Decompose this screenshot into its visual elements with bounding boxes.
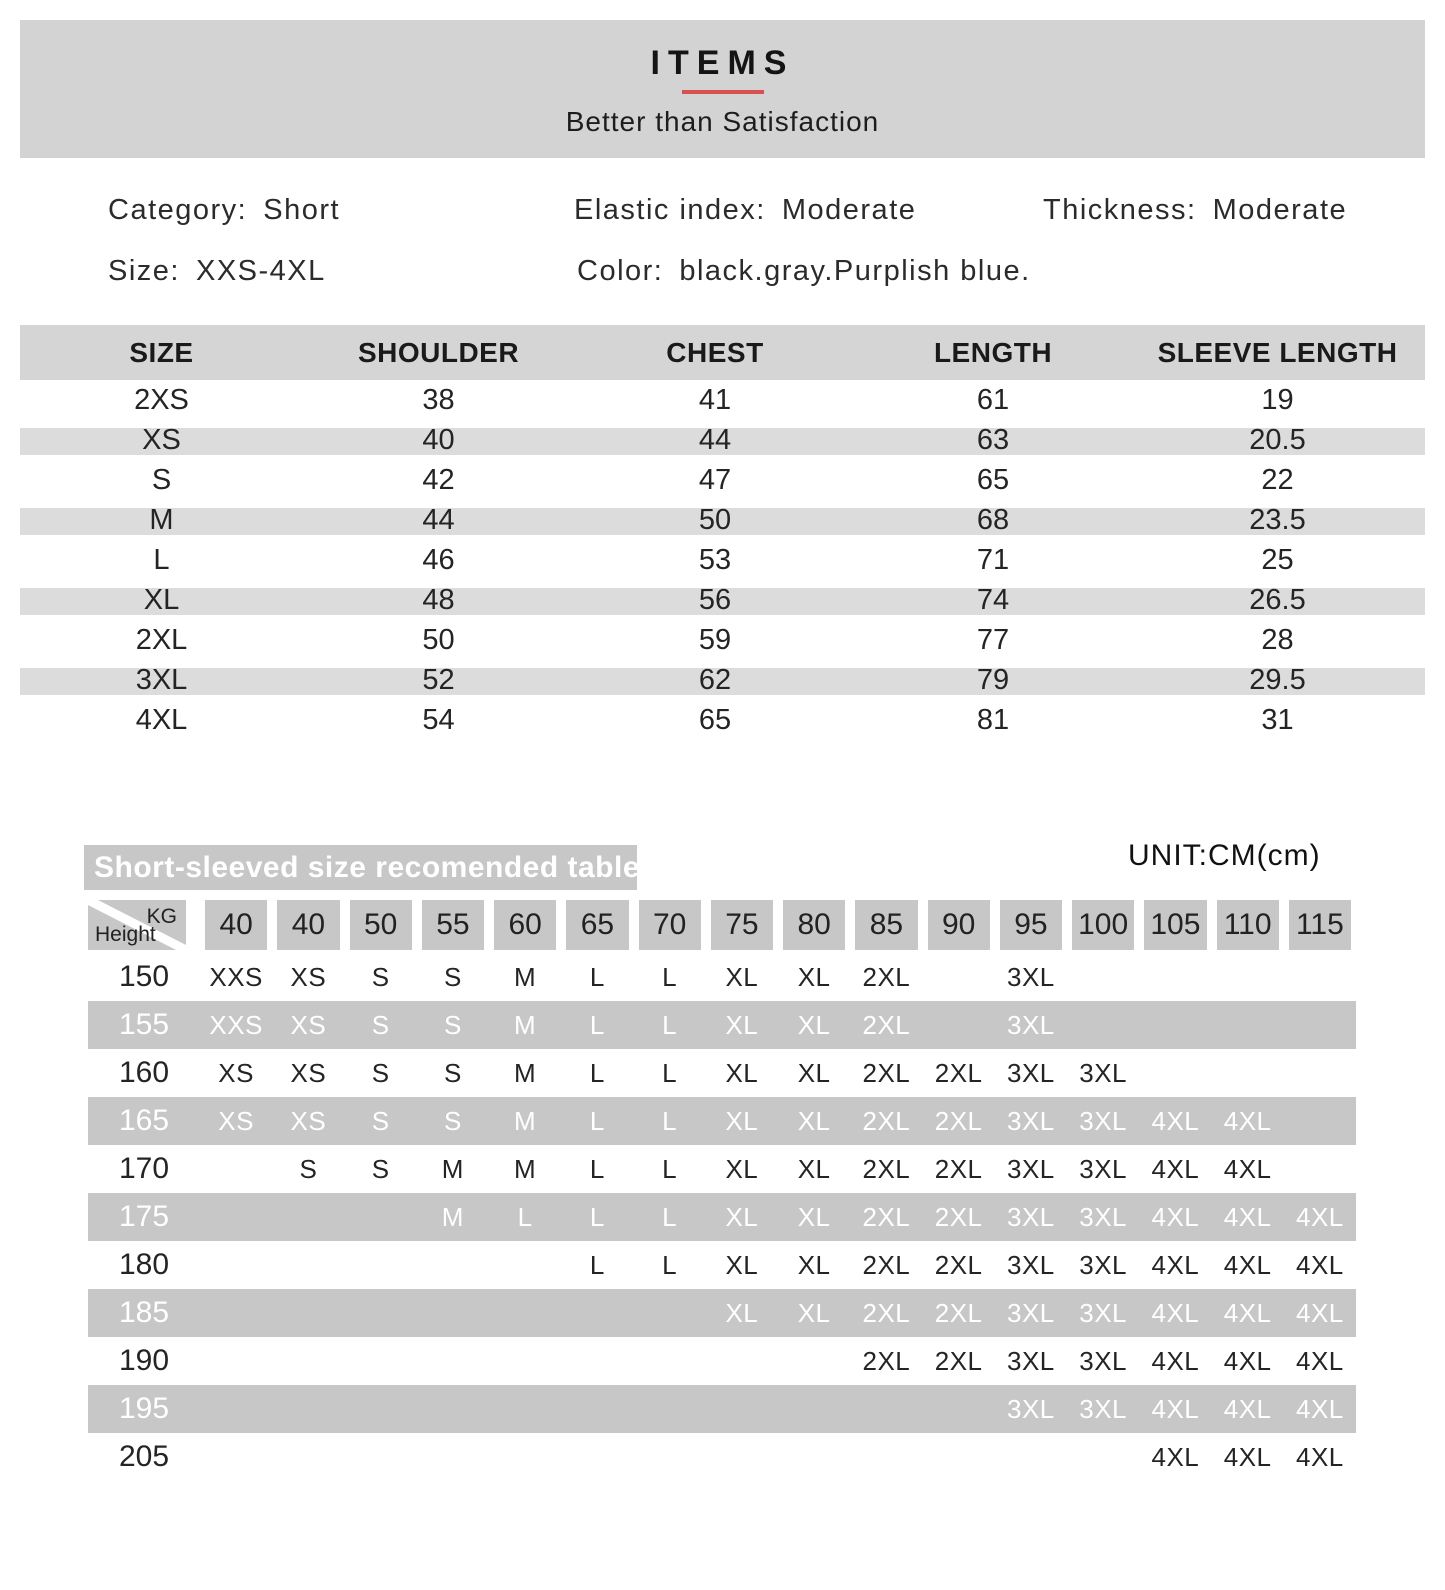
size-table-cell: 50	[422, 623, 455, 656]
recommend-size-cell: XS	[218, 1057, 254, 1088]
recommend-size-cell: 4XL	[1151, 1249, 1200, 1280]
brand-title: ITEMS	[650, 44, 795, 82]
size-table-cell: 63	[976, 423, 1010, 456]
size-table-cell: 29.5	[1249, 663, 1306, 696]
recommend-size-cell: 4XL	[1151, 1393, 1200, 1424]
recommend-size-cell: 2XL	[862, 1153, 911, 1184]
recommend-size-cell: 2XL	[862, 1297, 911, 1328]
recommend-size-cell: XL	[725, 961, 759, 992]
size-table-cell: 52	[422, 663, 455, 696]
weight-header-cell: 40	[277, 900, 339, 950]
recommend-size-cell: M	[514, 1057, 537, 1088]
size-table-cell: 2XS	[134, 383, 189, 416]
weight-header-cell: 110	[1217, 900, 1279, 950]
recommend-size-cell: 3XL	[1079, 1393, 1127, 1424]
info-thickness	[1043, 194, 1347, 227]
info-elastic-index	[574, 194, 916, 227]
height-row-label: 175	[118, 1200, 170, 1233]
recommend-size-cell: XS	[290, 1009, 327, 1040]
size-table-cell: 26.5	[1249, 583, 1306, 616]
size-table-cell: 53	[698, 543, 732, 576]
recommend-size-cell: XS	[290, 961, 327, 992]
info-elastic-value: Moderate	[781, 194, 917, 226]
recommend-size-cell: 3XL	[1006, 961, 1055, 992]
size-table-cell: 4XL	[135, 703, 188, 736]
recommend-table-row	[88, 1433, 1356, 1481]
size-table-cell: 65	[976, 463, 1010, 496]
recommend-size-cell: 2XL	[862, 1201, 911, 1232]
recommend-table-row	[88, 1337, 1356, 1385]
size-table-row	[20, 620, 1425, 660]
weight-header-cell: 65	[566, 900, 628, 950]
recommend-size-cell: XL	[797, 1057, 831, 1088]
recommend-size-cell: 4XL	[1223, 1393, 1272, 1424]
size-table-header-cell: LENGTH	[933, 336, 1053, 368]
size-table-cell: 2XL	[135, 623, 188, 656]
size-table-row	[20, 380, 1425, 420]
recommend-table-row	[88, 1193, 1356, 1241]
weight-header-cell: 70	[639, 900, 701, 950]
recommend-size-cell: 4XL	[1223, 1249, 1272, 1280]
size-table-row	[20, 700, 1425, 740]
recommend-size-cell: 3XL	[1006, 1249, 1055, 1280]
recommend-size-cell: 2XL	[934, 1345, 983, 1376]
size-table-cell: 54	[422, 703, 455, 736]
recommend-size-cell: 2XL	[862, 1009, 911, 1040]
recommend-size-cell: 4XL	[1151, 1201, 1200, 1232]
recommend-size-cell: 2XL	[862, 1105, 911, 1136]
recommend-size-cell: XS	[290, 1057, 327, 1088]
weight-header-cell: 95	[1000, 900, 1062, 950]
recommend-size-cell: 2XL	[934, 1105, 983, 1136]
height-row-label: 180	[118, 1248, 170, 1281]
recommend-size-cell: S	[443, 1009, 462, 1040]
recommend-size-cell: XL	[797, 1153, 831, 1184]
size-table-cell: 19	[1261, 383, 1294, 416]
recommend-size-cell: S	[443, 1057, 462, 1088]
info-thickness-value: Moderate	[1212, 194, 1348, 226]
recommend-size-cell: XS	[218, 1105, 254, 1136]
size-table-cell: 56	[698, 583, 732, 616]
recommend-size-cell: 4XL	[1295, 1393, 1344, 1424]
recommend-size-cell: L	[589, 1057, 605, 1088]
recommend-size-cell: 4XL	[1223, 1105, 1272, 1136]
size-table-header-cell: CHEST	[666, 336, 764, 368]
size-table-cell: 50	[698, 503, 732, 536]
recommend-size-cell: 4XL	[1223, 1201, 1272, 1232]
recommend-table-body	[88, 953, 1356, 1481]
recommend-size-cell: M	[441, 1153, 464, 1184]
weight-header-cell: 105	[1144, 900, 1206, 950]
recommend-size-cell: S	[443, 961, 462, 992]
recommend-table-row	[88, 953, 1356, 1001]
recommend-size-cell: XL	[725, 1057, 759, 1088]
size-table-cell: 77	[976, 623, 1010, 656]
recommend-size-cell: 3XL	[1006, 1153, 1055, 1184]
recommend-size-cell: 3XL	[1079, 1153, 1127, 1184]
size-table-cell: M	[149, 503, 174, 536]
size-spec-table	[20, 325, 1425, 740]
info-size-label: Size:	[108, 255, 180, 287]
recommend-size-cell: 2XL	[862, 961, 911, 992]
recommend-size-cell: 3XL	[1079, 1249, 1127, 1280]
info-elastic-label: Elastic index:	[574, 194, 766, 226]
size-table-header-row	[20, 325, 1425, 380]
size-table-cell: 20.5	[1249, 423, 1306, 456]
weight-header-cell: 115	[1289, 900, 1351, 950]
height-row-label: 165	[118, 1104, 170, 1137]
recommend-size-cell: 3XL	[1079, 1105, 1127, 1136]
recommend-size-cell: S	[371, 1057, 390, 1088]
recommend-size-cell: 3XL	[1006, 1345, 1055, 1376]
recommend-size-cell: 3XL	[1006, 1393, 1055, 1424]
recommend-size-cell: XXS	[209, 961, 263, 992]
recommend-size-cell: XL	[797, 1201, 831, 1232]
recommend-size-cell: 4XL	[1223, 1345, 1272, 1376]
recommend-size-cell: S	[371, 1153, 390, 1184]
recommend-size-cell: M	[514, 1009, 537, 1040]
recommend-size-cell: XL	[725, 1105, 759, 1136]
recommend-size-cell: 4XL	[1223, 1441, 1272, 1472]
size-table-cell: 3XL	[135, 663, 188, 696]
recommend-size-cell: 3XL	[1079, 1057, 1127, 1088]
size-table-cell: 68	[976, 503, 1010, 536]
recommend-size-cell: S	[299, 1153, 318, 1184]
recommend-size-cell: L	[662, 961, 678, 992]
recommend-size-cell: M	[514, 961, 537, 992]
brand-subtitle: Better than Satisfaction	[565, 106, 880, 137]
recommend-size-cell: 2XL	[862, 1057, 911, 1088]
size-table-cell: 74	[976, 583, 1010, 616]
info-thickness-label: Thickness:	[1043, 194, 1197, 226]
recommend-size-cell: L	[589, 1153, 605, 1184]
recommend-size-cell: XL	[797, 961, 831, 992]
size-table-header-cell: SLEEVE LENGTH	[1157, 336, 1398, 368]
info-category	[108, 194, 340, 227]
recommend-size-cell: 3XL	[1079, 1201, 1127, 1232]
recommend-size-cell: XL	[725, 1297, 759, 1328]
size-table-cell: 38	[422, 383, 455, 416]
size-table-row	[20, 420, 1425, 460]
recommend-size-cell: L	[662, 1105, 678, 1136]
recommend-size-cell: L	[662, 1249, 678, 1280]
recommend-size-cell: XL	[797, 1297, 831, 1328]
height-row-label: 190	[118, 1344, 170, 1377]
recommend-table-row	[88, 1049, 1356, 1097]
size-table-cell: 47	[698, 463, 732, 496]
size-table-cell: 28	[1261, 623, 1294, 656]
recommend-size-cell: XL	[797, 1009, 831, 1040]
recommend-size-cell: S	[371, 1105, 390, 1136]
size-table-cell: L	[153, 543, 170, 576]
height-row-label: 185	[118, 1296, 170, 1329]
recommend-size-cell: 2XL	[862, 1345, 911, 1376]
recommend-size-cell: L	[662, 1009, 678, 1040]
recommend-size-cell: 4XL	[1295, 1297, 1344, 1328]
recommend-table-row	[88, 1241, 1356, 1289]
recommend-size-cell: S	[443, 1105, 462, 1136]
brand-banner	[20, 20, 1425, 158]
size-table-cell: 65	[698, 703, 732, 736]
recommend-size-cell: L	[662, 1201, 678, 1232]
size-table-row	[20, 580, 1425, 620]
info-color-label: Color:	[577, 255, 664, 287]
recommend-table-row	[88, 1289, 1356, 1337]
recommend-size-cell: 4XL	[1295, 1201, 1344, 1232]
recommend-size-cell: 3XL	[1006, 1201, 1055, 1232]
size-table-cell: 23.5	[1249, 503, 1306, 536]
recommend-table-title: Short-sleeved size recomended table	[84, 845, 637, 890]
recommend-size-cell: XL	[725, 1201, 759, 1232]
recommend-size-cell: XL	[797, 1105, 831, 1136]
kg-height-corner-cell	[88, 900, 186, 950]
recommend-size-cell: 2XL	[934, 1057, 983, 1088]
size-table-cell: 44	[698, 423, 732, 456]
size-table-header-cell: SHOULDER	[357, 336, 520, 368]
size-table-row	[20, 500, 1425, 540]
weight-header-cell: 75	[711, 900, 773, 950]
recommend-table-row	[88, 1097, 1356, 1145]
size-table-body	[20, 380, 1425, 740]
recommend-size-cell: 4XL	[1151, 1105, 1200, 1136]
recommend-size-cell: 2XL	[934, 1201, 983, 1232]
size-table-row	[20, 460, 1425, 500]
size-table-row	[20, 660, 1425, 700]
size-table-cell: 71	[976, 543, 1010, 576]
recommend-size-cell: 4XL	[1151, 1345, 1200, 1376]
info-color-value: black.gray.Purplish blue.	[679, 255, 1031, 287]
height-row-label: 170	[118, 1152, 170, 1185]
recommend-size-cell: L	[589, 961, 605, 992]
size-table-header-cell: SIZE	[129, 336, 194, 368]
size-table-cell: XL	[143, 583, 180, 616]
recommend-size-cell: XS	[290, 1105, 327, 1136]
recommend-size-cell: 2XL	[934, 1249, 983, 1280]
recommend-size-cell: XL	[725, 1153, 759, 1184]
recommend-table-header-row	[88, 900, 1356, 950]
info-size	[108, 255, 326, 288]
recommend-size-cell: XXS	[209, 1009, 263, 1040]
recommend-size-cell: S	[371, 961, 390, 992]
height-axis-label: Height	[95, 923, 156, 946]
unit-label: UNIT:CM(cm)	[1128, 839, 1321, 872]
recommend-size-cell: L	[517, 1201, 533, 1232]
recommend-size-cell: 3XL	[1006, 1057, 1055, 1088]
recommend-size-cell: 2XL	[934, 1297, 983, 1328]
recommend-size-cell: 3XL	[1006, 1297, 1055, 1328]
height-row-label: 195	[118, 1392, 170, 1425]
height-row-label: 150	[118, 960, 170, 993]
recommend-size-cell: L	[589, 1201, 605, 1232]
recommend-size-cell: S	[371, 1009, 390, 1040]
size-table-cell: 79	[976, 663, 1010, 696]
size-table-cell: 48	[422, 583, 455, 616]
size-table-cell: 62	[698, 663, 732, 696]
size-table-cell: XS	[142, 423, 181, 456]
recommend-size-cell: L	[589, 1105, 605, 1136]
recommend-table	[88, 900, 1356, 1481]
info-category-value: Short	[263, 194, 341, 226]
size-table-cell: 59	[698, 623, 732, 656]
recommend-size-cell: 4XL	[1295, 1441, 1344, 1472]
info-size-value: XXS-4XL	[195, 255, 326, 287]
recommend-size-cell: 4XL	[1151, 1153, 1200, 1184]
weight-header-cell: 55	[422, 900, 484, 950]
weight-header-cell: 50	[350, 900, 412, 950]
weight-header-cell: 100	[1072, 900, 1134, 950]
recommend-size-cell: 4XL	[1295, 1345, 1344, 1376]
info-category-label: Category:	[108, 194, 248, 226]
size-table-cell: 25	[1261, 543, 1294, 576]
size-table-cell: 22	[1261, 463, 1294, 496]
recommend-size-cell: 3XL	[1079, 1297, 1127, 1328]
height-row-label: 160	[118, 1056, 170, 1089]
weight-header-cell: 90	[928, 900, 990, 950]
recommend-size-cell: 4XL	[1223, 1297, 1272, 1328]
kg-axis-label: KG	[146, 905, 177, 928]
size-table-cell: 61	[976, 383, 1010, 416]
recommend-size-cell: M	[514, 1153, 537, 1184]
recommend-size-cell: 4XL	[1295, 1249, 1344, 1280]
weight-header-cell: 60	[494, 900, 556, 950]
height-row-label: 155	[118, 1008, 170, 1041]
size-table-cell: 41	[698, 383, 732, 416]
size-table-cell: 40	[422, 423, 455, 456]
recommend-size-cell: L	[662, 1057, 678, 1088]
size-table-cell: S	[151, 463, 172, 496]
info-color	[577, 255, 1031, 288]
recommend-size-cell: 3XL	[1006, 1105, 1055, 1136]
recommend-size-cell: 2XL	[862, 1249, 911, 1280]
recommend-table-row	[88, 1001, 1356, 1049]
recommend-size-cell: 3XL	[1006, 1009, 1055, 1040]
recommend-size-cell: XL	[725, 1009, 759, 1040]
title-underline-accent	[682, 90, 764, 94]
recommend-size-cell: 2XL	[934, 1153, 983, 1184]
size-table-cell: 31	[1261, 703, 1294, 736]
recommend-size-cell: 3XL	[1079, 1345, 1127, 1376]
recommend-size-cell: XL	[797, 1249, 831, 1280]
size-table-row	[20, 540, 1425, 580]
recommend-table-row	[88, 1385, 1356, 1433]
size-table-cell: 42	[422, 463, 455, 496]
height-row-label: 205	[118, 1440, 170, 1473]
recommend-size-cell: XL	[725, 1249, 759, 1280]
recommend-size-cell: M	[514, 1105, 537, 1136]
weight-header-cell: 40	[205, 900, 267, 950]
recommend-size-cell: 4XL	[1223, 1153, 1272, 1184]
weight-header-cell: 85	[855, 900, 917, 950]
recommend-size-cell: L	[662, 1153, 678, 1184]
recommend-size-cell: L	[589, 1009, 605, 1040]
size-table-cell: 81	[976, 703, 1010, 736]
size-table-cell: 46	[422, 543, 455, 576]
recommend-size-cell: 4XL	[1151, 1441, 1200, 1472]
recommend-size-cell: M	[441, 1201, 464, 1232]
recommend-size-cell: 4XL	[1151, 1297, 1200, 1328]
recommend-table-row	[88, 1145, 1356, 1193]
weight-header-cell: 80	[783, 900, 845, 950]
size-table-cell: 44	[422, 503, 455, 536]
recommend-size-cell: L	[589, 1249, 605, 1280]
